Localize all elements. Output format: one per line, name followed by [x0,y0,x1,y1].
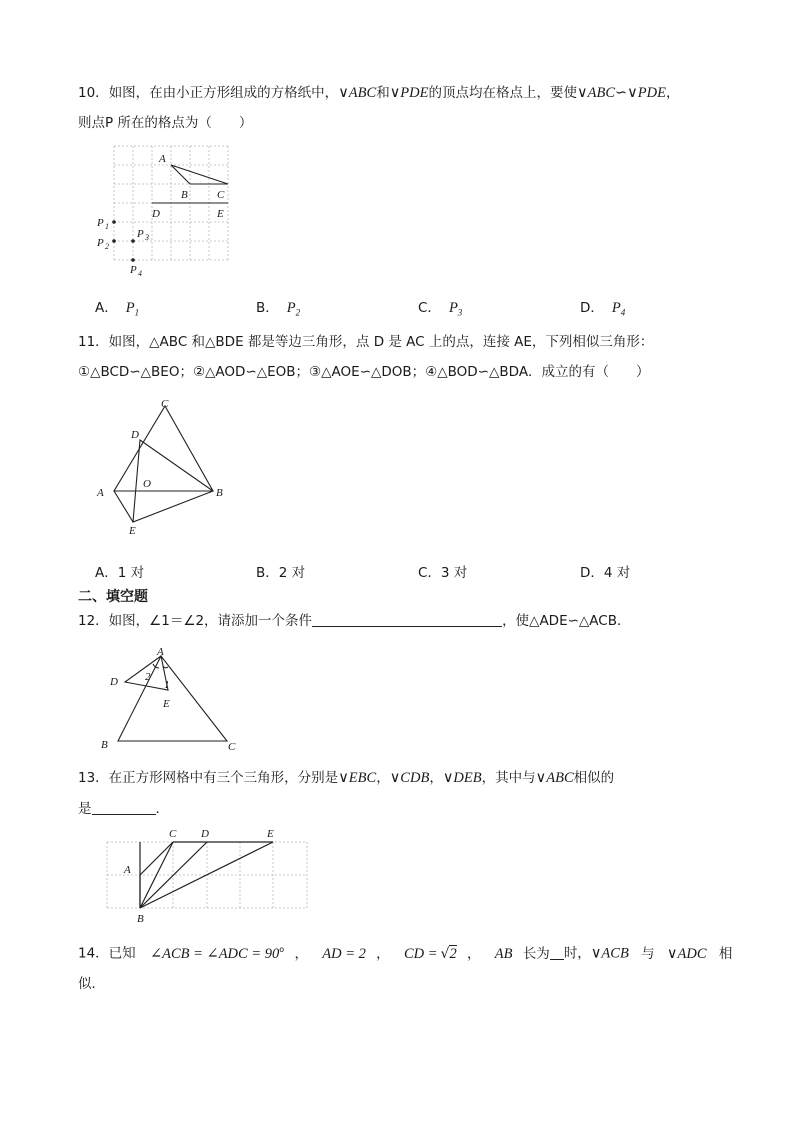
q10-label-A: A [159,153,166,165]
svg-text:1: 1 [105,222,109,231]
q14-line2: 似． [78,976,105,992]
q10-option-b[interactable]: B． $P_2$ [256,300,301,318]
q13-label-D: D [201,828,209,840]
q10-option-c[interactable]: C． $P_3$ [418,300,463,318]
q10-grid-figure [95,140,255,280]
q12-line1: 12．如图，∠1＝∠2，请添加一个条件 ，使△ADE∽△ACB． [78,613,631,629]
q12-label-D: D [110,676,118,688]
q11-label-O: O [143,478,151,490]
q11-option-b[interactable]: B．2 对 [256,565,306,581]
q10-label-P2: P [97,237,104,249]
q12-triangle-figure [95,644,255,754]
q11-line2: ①△BCD∽△BEO；②△AOD∽△EOB；③△AOE∽△DOB；④△BOD∽△BDA．成立的有（ ） [78,364,650,380]
q13-label-E: E [267,828,274,840]
q10-label-P4: P [130,264,137,276]
q10-label-C: C [217,189,225,201]
q10-label-P3: P [137,228,144,240]
q10-label-E: E [217,208,224,220]
q10-option-d[interactable]: D． $P_4$ [580,300,626,318]
q11-option-a[interactable]: A．1 对 [95,565,145,581]
q14-line1: 14．已知 ∠ACB = ∠ADC = $90^o$ ， AD = 2 ， CD = √2 ， AB 长为 时，∨ACB 与 ∨ADC 相 [78,945,733,962]
q10-label-P1: P [97,217,104,229]
q10-label-D: D [152,208,160,220]
q12-label-angle2: 2 [145,671,151,683]
q12-label-E: E [163,698,170,710]
q11-option-d[interactable]: D．4 对 [580,565,631,581]
section-title: 二、填空题 [78,589,148,605]
q12-label-angle1: 1 [164,679,170,691]
svg-text:3: 3 [145,233,149,242]
q13-grid-figure [100,824,315,926]
q11-label-D: D [131,429,139,441]
q12-label-A: A [157,646,164,658]
q14-answer-blank[interactable] [550,945,564,960]
q11-triangle-figure [95,398,235,538]
q10-line1: 10．如图，在由小正方形组成的方格纸中，∨ABC和∨PDE的顶点均在格点上，要使∨ABC∽∨PDE， [78,85,680,101]
q13-label-B: B [137,913,144,925]
q12-label-B: B [101,739,108,751]
q12-label-C: C [228,741,236,753]
q11-label-C: C [161,398,169,410]
q11-label-B: B [216,487,223,499]
q10-option-a[interactable]: A． $P_1$ [95,300,140,318]
q11-label-A: A [97,487,104,499]
q10-label-B: B [181,189,188,201]
q11-option-c[interactable]: C．3 对 [418,565,468,581]
svg-text:4: 4 [138,269,142,278]
q13-label-A: A [124,864,131,876]
q13-label-C: C [169,828,177,840]
q11-line1: 11．如图，△ABC 和△BDE 都是等边三角形，点 D 是 AC 上的点，连接 AE，下列相似三角形： [78,334,654,350]
q11-label-E: E [129,525,136,537]
q12-answer-blank[interactable] [312,612,502,627]
svg-text:2: 2 [105,242,109,251]
q13-line2: 是 ． [78,801,169,817]
q13-answer-blank[interactable] [92,800,156,815]
q10-line2: 则点P 所在的格点为（ ） [78,115,253,131]
q13-line1: 13．在正方形网格中有三个三角形，分别是∨EBC，∨CDB，∨DEB，其中与∨ABC相似的 [78,770,615,786]
